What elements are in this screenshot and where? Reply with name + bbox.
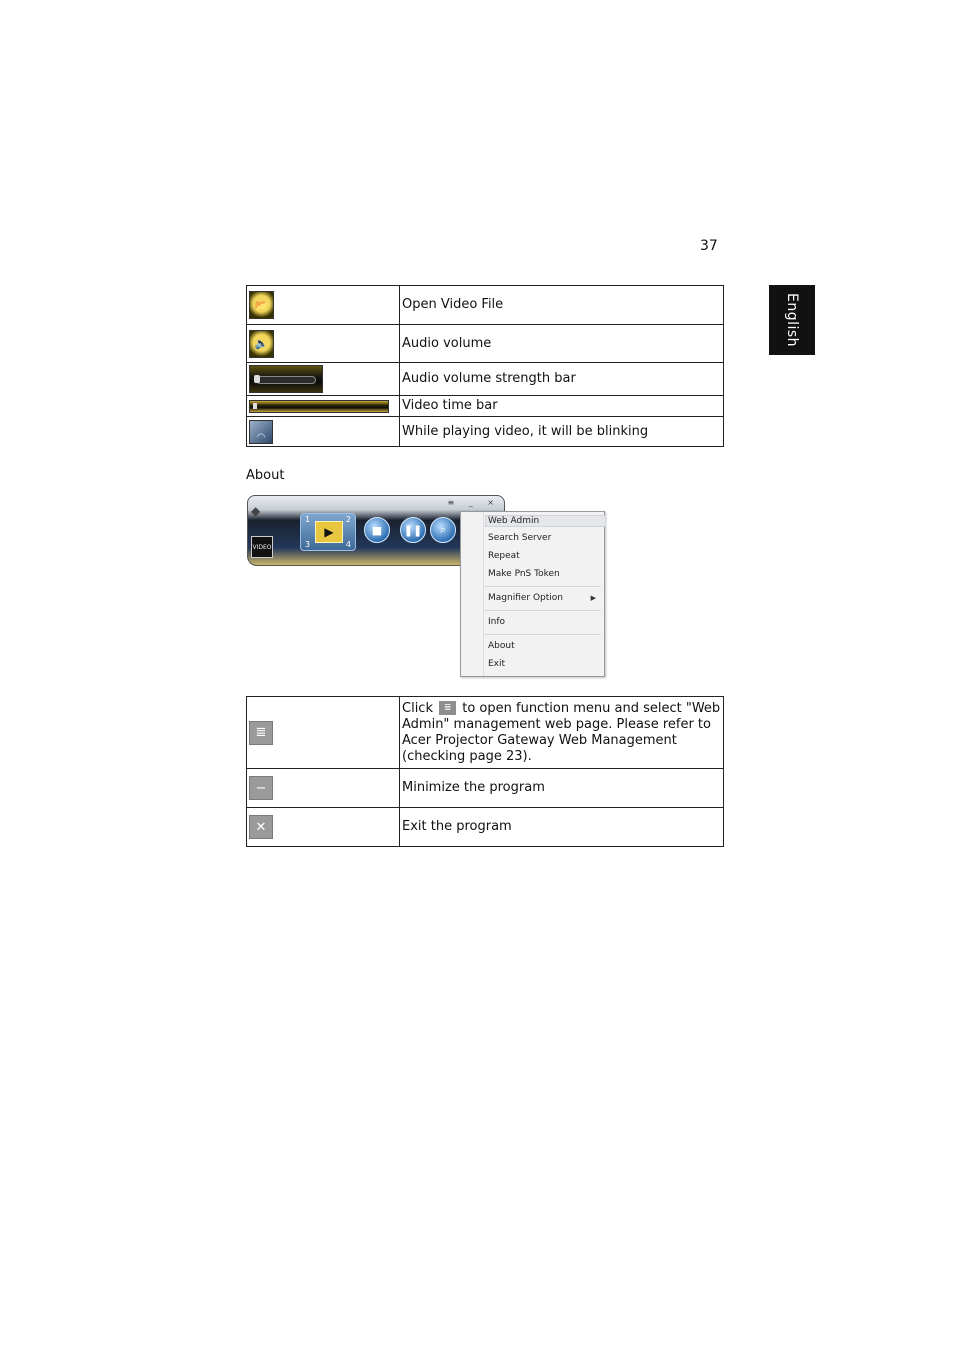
description-cell: Audio volume xyxy=(400,325,724,363)
minimize-icon: − xyxy=(249,776,273,800)
description-cell: Minimize the program xyxy=(400,769,724,808)
description-cell: Exit the program xyxy=(400,808,724,847)
dpad-control[interactable] xyxy=(300,513,356,551)
table-row xyxy=(247,417,724,447)
icon-cell xyxy=(247,697,400,769)
table-row xyxy=(247,396,724,417)
stop-icon[interactable]: ■ xyxy=(364,517,390,543)
magnifier-icon[interactable]: ⌕ xyxy=(430,517,456,543)
app-logo-icon: ◆ xyxy=(251,504,261,518)
description-cell: Open Video File xyxy=(400,286,724,325)
table-row xyxy=(247,769,724,808)
pause-icon[interactable]: ❚❚ xyxy=(400,517,426,543)
description-cell: Video time bar xyxy=(400,396,724,417)
table-row xyxy=(247,697,724,769)
close-icon: ✕ xyxy=(249,815,273,839)
menu-item-make-pns-token[interactable]: Make PnS Token xyxy=(488,569,560,579)
menu-item-exit[interactable]: Exit xyxy=(488,659,506,669)
window-controls[interactable]: ≡ _ × xyxy=(447,498,500,507)
description-cell xyxy=(400,697,724,769)
icon-cell xyxy=(247,769,400,808)
context-menu xyxy=(460,511,605,677)
table-row xyxy=(247,325,724,363)
controls-table xyxy=(246,285,724,447)
table-row xyxy=(247,286,724,325)
language-tab xyxy=(769,285,815,355)
description-cell: Audio volume strength bar xyxy=(400,363,724,396)
open-folder-icon: 📂 xyxy=(249,291,274,319)
menu-list-icon: ≣ xyxy=(439,701,456,715)
description-text: Click xyxy=(402,700,438,716)
play-icon[interactable]: ▶ xyxy=(315,521,343,543)
menu-item-repeat[interactable]: Repeat xyxy=(488,551,520,561)
description-text: to open function menu and select "Web Admin" management web page. Please refer to Acer Projector Gateway Web Management (checking page 23). xyxy=(402,700,721,764)
window-controls-table xyxy=(246,696,724,847)
film-strip-icon: VIDEO xyxy=(251,536,273,558)
submenu-arrow-icon: ▶ xyxy=(590,594,596,602)
menu-item-search-server[interactable]: Search Server xyxy=(488,533,552,543)
table-row xyxy=(247,363,724,396)
menu-item-web-admin[interactable]: Web Admin xyxy=(485,515,606,527)
section-heading: About xyxy=(246,468,285,483)
icon-cell xyxy=(247,286,400,325)
dpad-number: 4 xyxy=(345,540,351,549)
language-tab-label: English xyxy=(784,292,800,348)
menu-divider xyxy=(485,586,601,587)
menu-list-icon: ≣ xyxy=(249,721,273,745)
icon-cell xyxy=(247,396,400,417)
menu-item-magnifier-option[interactable]: Magnifier Option xyxy=(488,593,564,603)
timeline-bar-icon xyxy=(249,400,389,413)
menu-item-info[interactable]: Info xyxy=(488,617,506,627)
menu-divider xyxy=(485,634,601,635)
page-number: 37 xyxy=(700,238,718,254)
description-cell: While playing video, it will be blinking xyxy=(400,417,724,447)
wifi-signal-icon: ◠ xyxy=(249,420,273,444)
icon-cell xyxy=(247,417,400,447)
dpad-number: 2 xyxy=(345,515,351,524)
menu-item-about[interactable]: About xyxy=(488,641,515,651)
dpad-number: 3 xyxy=(305,540,311,549)
icon-cell xyxy=(247,808,400,847)
icon-cell xyxy=(247,325,400,363)
speaker-icon: 🔈 xyxy=(249,330,274,358)
dpad-number: 1 xyxy=(305,515,311,524)
menu-divider xyxy=(485,610,601,611)
icon-cell xyxy=(247,363,400,396)
volume-slider-icon xyxy=(249,365,323,393)
table-row xyxy=(247,808,724,847)
